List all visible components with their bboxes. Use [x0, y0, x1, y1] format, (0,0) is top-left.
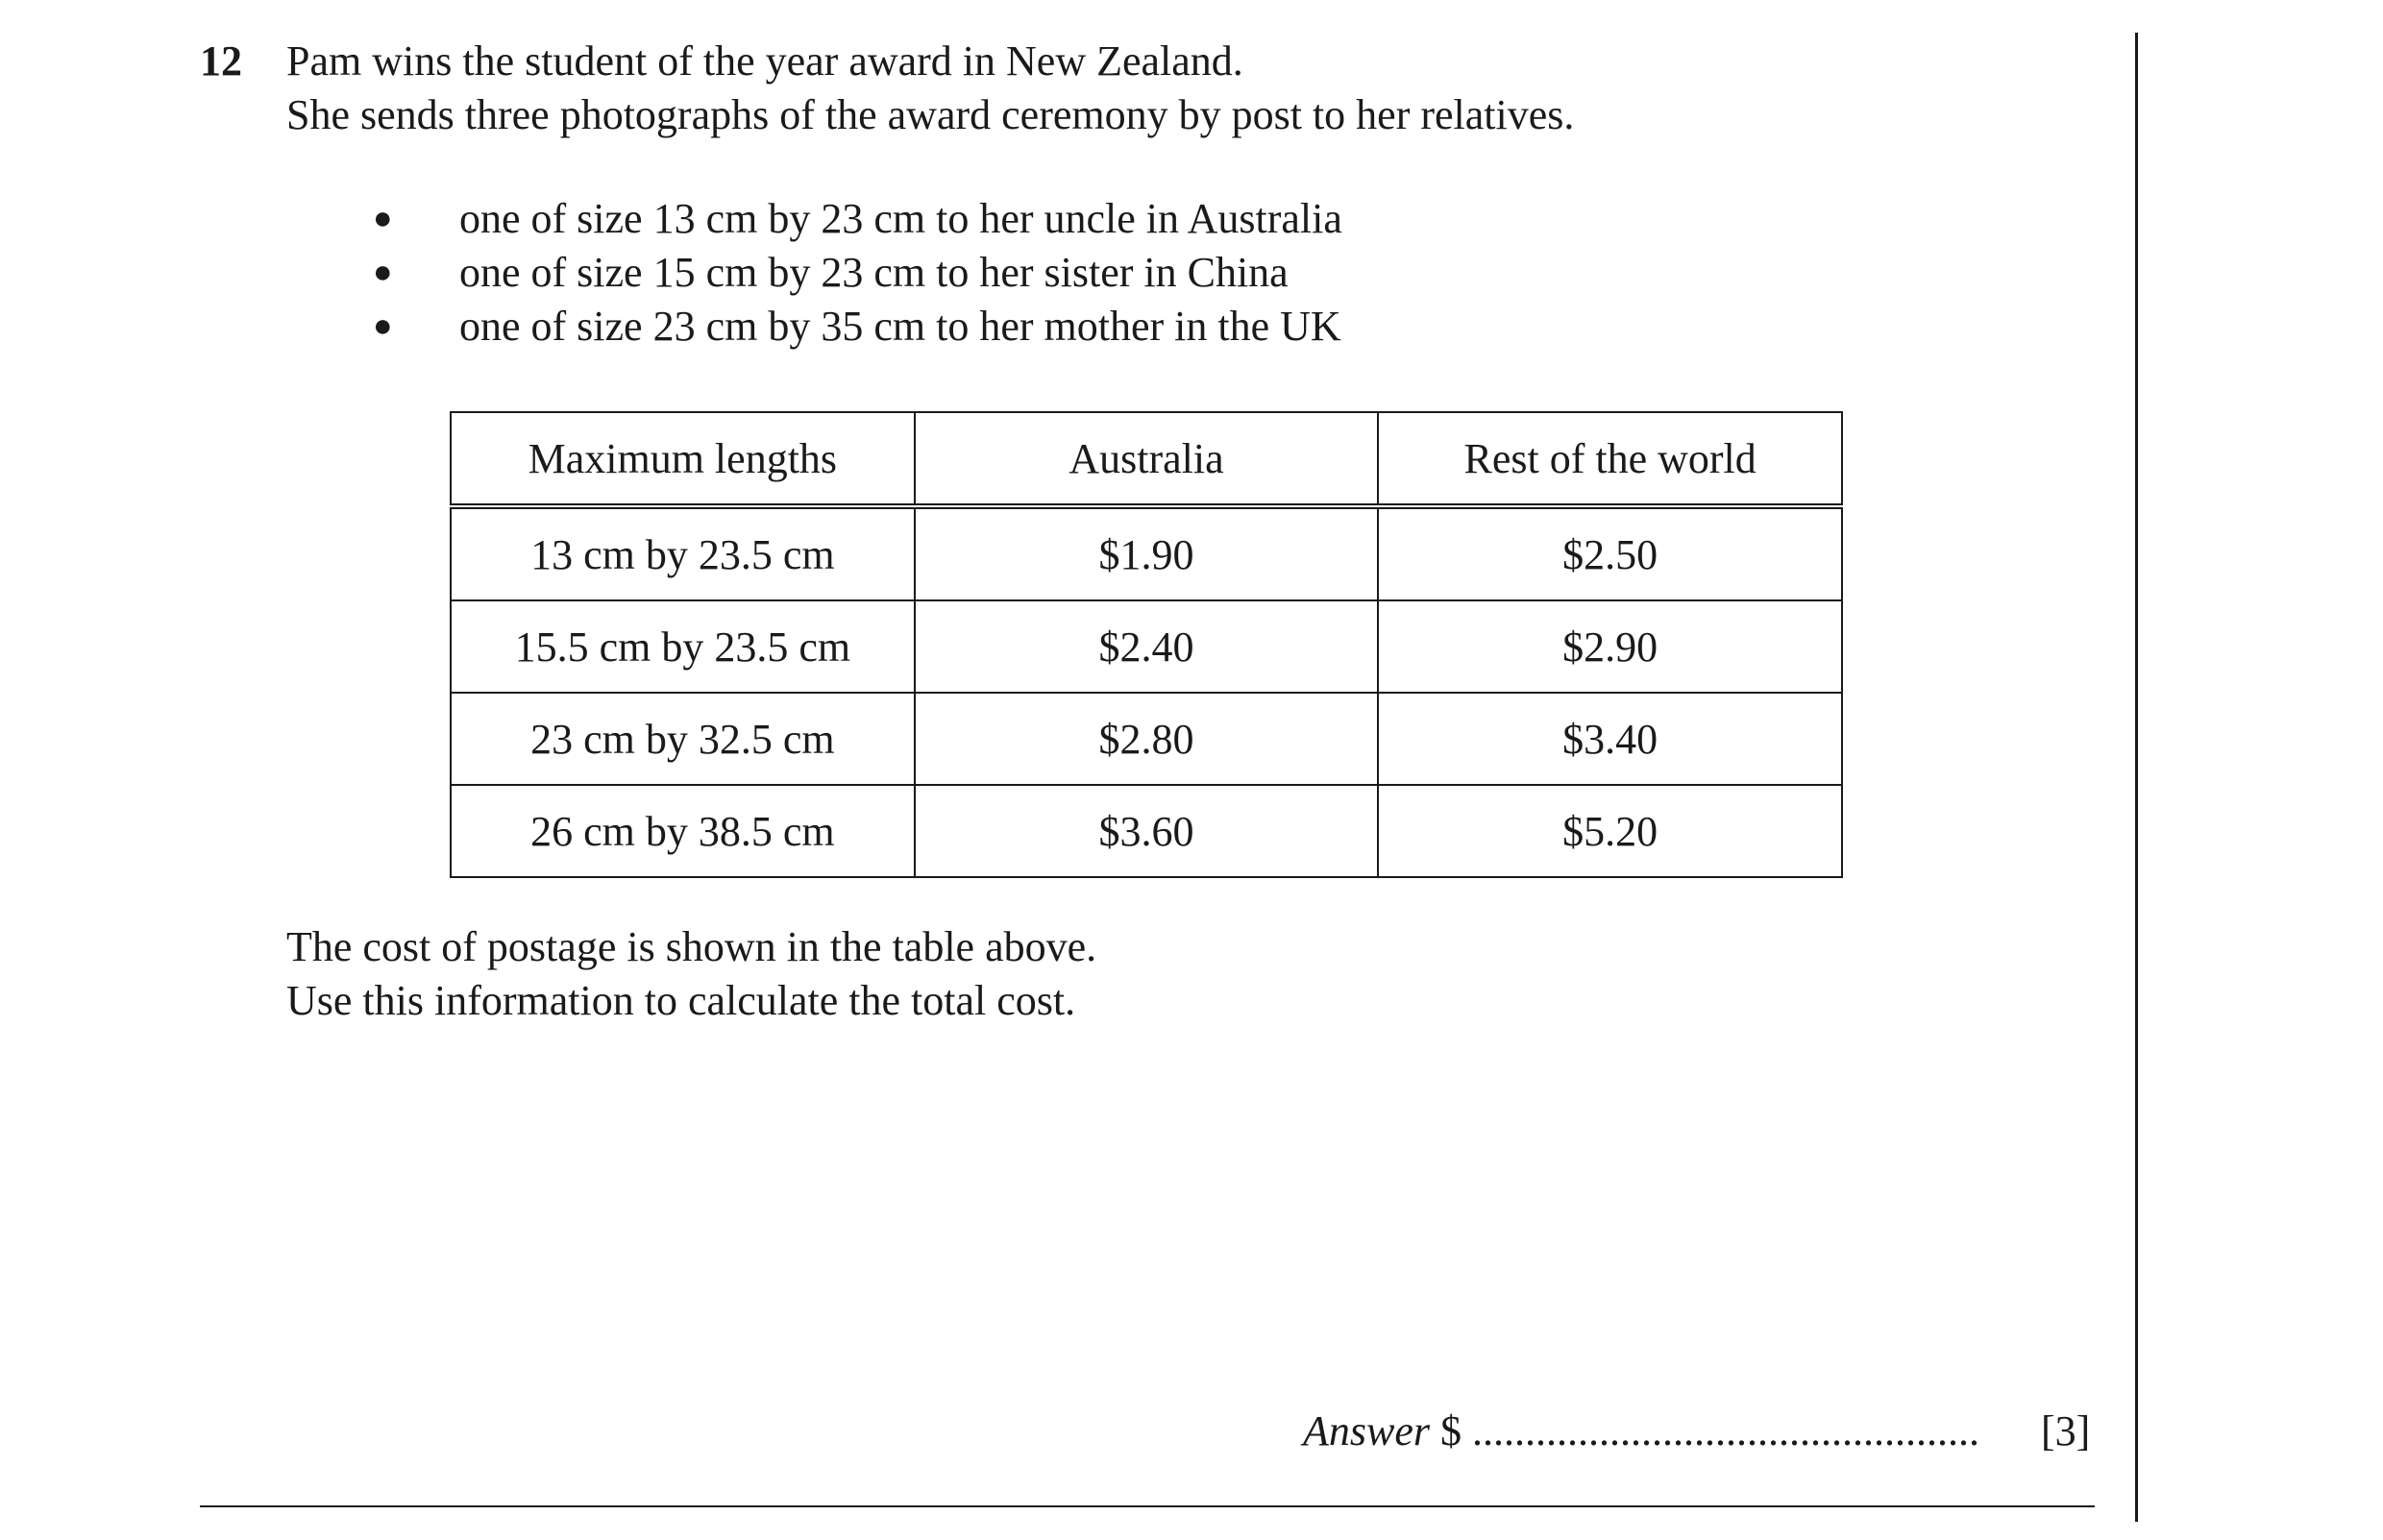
answer-line [1303, 1405, 1979, 1458]
table-cell: 13 cm by 23.5 cm [451, 506, 915, 600]
table-header-row [451, 412, 1842, 506]
question-number: 12 [200, 37, 242, 85]
question-intro [286, 35, 1574, 142]
margin-rule [2135, 33, 2138, 1522]
list-item [373, 300, 1342, 354]
list-item-text: one of size 23 cm by 35 cm to her mother in the UK [459, 303, 1341, 350]
table-cell: 15.5 cm by 23.5 cm [451, 600, 915, 693]
bullet-icon: ● [373, 201, 393, 236]
table-cell: $2.50 [1378, 506, 1842, 600]
currency-symbol: $ [1440, 1407, 1462, 1454]
bottom-divider [200, 1505, 2095, 1507]
table-cell: $2.40 [915, 600, 1379, 693]
table-cell: 26 cm by 38.5 cm [451, 785, 915, 877]
column-header: Rest of the world [1378, 412, 1842, 506]
intro-line: She sends three photographs of the award ceremony by post to her relatives. [286, 91, 1575, 138]
intro-line: Pam wins the student of the year award in New Zealand. [286, 37, 1243, 85]
instructions [286, 920, 1096, 1028]
instruction-line: The cost of postage is shown in the table above. [286, 923, 1097, 970]
bullet-icon: ● [373, 255, 393, 290]
answer-field[interactable]: ................................................ [1472, 1407, 1979, 1454]
table-cell: 23 cm by 32.5 cm [451, 693, 915, 785]
table-row [451, 506, 1842, 600]
postage-table [450, 411, 1843, 878]
marks-label: [3] [2041, 1407, 2091, 1454]
table-cell: $3.40 [1378, 693, 1842, 785]
table-cell: $2.90 [1378, 600, 1842, 693]
list-item [373, 192, 1342, 246]
list-item-text: one of size 13 cm by 23 cm to her uncle in Australia [459, 195, 1342, 242]
answer-label: Answer [1303, 1407, 1430, 1454]
table-cell: $1.90 [915, 506, 1379, 600]
table-cell: $2.80 [915, 693, 1379, 785]
table-cell: $3.60 [915, 785, 1379, 877]
instruction-line: Use this information to calculate the total cost. [286, 977, 1076, 1024]
bullet-icon: ● [373, 308, 393, 344]
column-header: Australia [915, 412, 1379, 506]
list-item [373, 246, 1342, 300]
table-row [451, 785, 1842, 877]
list-item-text: one of size 15 cm by 23 cm to her sister in China [459, 249, 1289, 296]
table-cell: $5.20 [1378, 785, 1842, 877]
column-header: Maximum lengths [451, 412, 915, 506]
photo-list [373, 192, 1342, 354]
table-row [451, 600, 1842, 693]
table-row [451, 693, 1842, 785]
